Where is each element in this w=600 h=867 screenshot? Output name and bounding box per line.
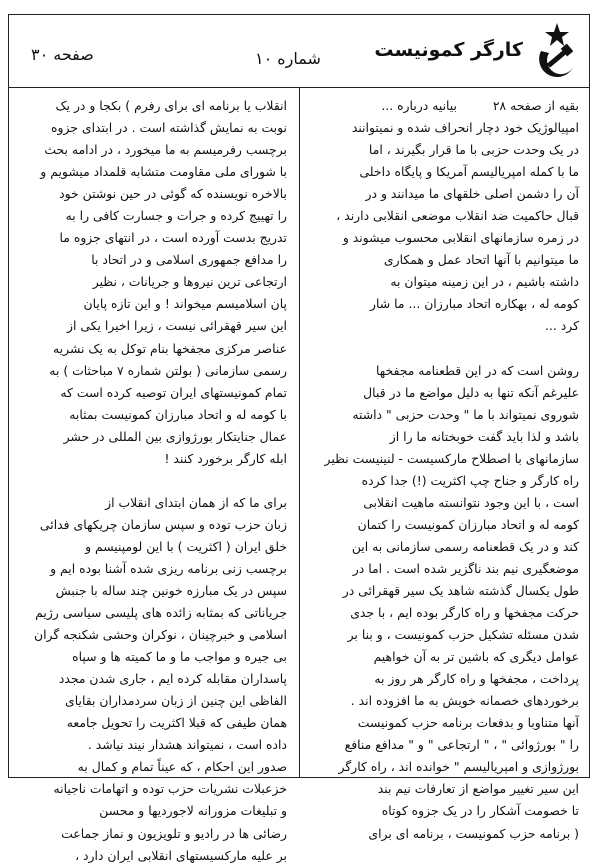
text-line: داشته باشیم ، در این زمینه میتوان به	[390, 274, 579, 290]
text-line: را تهییج کرده و جرات و جسارت کافی را به	[65, 208, 287, 224]
text-line: تا خصومت آشکار را در یک جزوه کوتاه	[381, 803, 579, 819]
text-line: در زمره سازمانهای انقلابی محسوب میشوند و	[342, 230, 579, 246]
text-line: بر علیه مارکسیستهای انقلابی ایران دارد ،	[75, 847, 287, 863]
text-line: برخوردهای خصمانه خویش به ما افزوده اند .	[350, 693, 579, 709]
hammer-sickle-star-icon	[531, 21, 583, 79]
text-line: ما میتوانیم با آنها اتحاد عمل و همکاری	[383, 252, 579, 268]
text-line: آن را دشمن اصلی خلقهای ما میدانند و در	[365, 186, 579, 202]
page-header	[9, 15, 589, 88]
left-paragraph-1	[19, 95, 287, 492]
text-line: قبال حاکمیت ضد انقلاب موضعی انقلابی دارند ،	[336, 208, 579, 224]
text-line: عناصر مرکزی مجفخها بنام توکل به یک نشریه	[53, 340, 287, 356]
text-line: برچسب زنی برنامه ریزی شده آشنا بوده ایم و	[50, 560, 287, 576]
text-line: خلق ایران ( اکثریت ) با این لومپنیسم و	[85, 538, 287, 554]
text-line: ارتجاعی ترین نیروها و جریانات ، نظیر	[92, 274, 287, 290]
text-line: پان اسلامیسم میخواند ! و این تازه پایان	[83, 296, 287, 312]
text-line: پاسداران مقابله کرده ایم ، جاری شدن مجدد	[58, 671, 287, 687]
text-line: سازمانهای با اصطلاح مارکسیست - لنینیست نظیر	[324, 450, 579, 466]
text-line: برچسب رفرمیسم به ما میخورد ، در ادامه بحث	[44, 142, 287, 158]
text-line	[19, 470, 287, 492]
text-line: برای ما که از همان ابتدای انقلاب از	[105, 494, 287, 510]
left-paragraph-2	[19, 492, 287, 867]
text-line: رسمی سازمانی ( بولتن شماره ۷ مباحثات ) به	[49, 362, 287, 378]
text-line: سپس در یک مبارزه خونین چند ساله با جنبش	[55, 582, 287, 598]
text-line: تمام کمونیستهای ایران توصیه کرده است که	[60, 384, 287, 400]
text-line: روشن است که در این قطعنامه مجفخها	[375, 362, 579, 378]
text-line: صدور این احکام ، که عیناً تمام و کمال به	[77, 759, 287, 775]
text-line: این سیر تغییر مواضع از تعارفات نیم بند	[377, 781, 579, 797]
page-number: صفحه ۳۰	[31, 45, 94, 64]
text-line: آنها متناوبا و بدفعات برنامه حزب کمونیست	[357, 715, 579, 731]
article-heading-line	[311, 95, 579, 117]
text-line: با کومه له و اتحاد مبارزان کمونیست بمثابه	[69, 406, 287, 422]
text-line: کند و در یک قطعنامه رسمی سازمانی به این	[351, 538, 579, 554]
newspaper-page	[8, 14, 590, 863]
text-line: حرکت مجفخها و راه کارگر بوده ایم ، با جدی	[350, 605, 579, 621]
text-line: با شورای ملی مقاومت متشابه قلمداد میشویم و	[40, 164, 287, 180]
article-title: بیانیه درباره ...	[381, 98, 457, 113]
text-line: اسلامی و خبرچینان ، نوکران وحشی شکنجه گران	[33, 627, 287, 643]
text-line: نوبت به نمایش گذاشته است . در ابتدای جزوه	[51, 120, 287, 136]
text-line: ابله کارگر برخورد کنند !	[164, 450, 287, 466]
text-line: در یک وحدت حزبی با ما قرار بگیرند ، اما	[368, 142, 579, 158]
continued-from-note: بقیه از صفحه ۲۸	[492, 98, 579, 113]
text-line: بورژوازی و امپریالیسم " خوانده اند ، راه کارگر	[338, 759, 579, 775]
text-line: باشد و لذا باید گفت خوبختانه ما را از	[389, 428, 579, 444]
text-line: موضعگیری نیم بند ناگزیر شده است . اما در	[352, 560, 579, 576]
text-line: خزعبلات نشریات حزب توده و اتهامات ناجیانه	[53, 781, 287, 797]
text-line: طول یکسال گذشته شاهد یک سیر قهقرائی در	[342, 582, 579, 598]
text-line: تدریج بدست آورده است ، در انتهای جزوه ما	[59, 230, 287, 246]
text-line: کرد ...	[544, 318, 579, 334]
text-line: و تبلیغات مزورانه لاجوردیها و محسن	[99, 803, 287, 819]
text-line: کومه له و اتحاد مبارزان کمونیست را کتمان	[357, 516, 579, 532]
text-line: علیرغم آنکه تنها به دلیل مواضع ما در قبال	[363, 384, 579, 400]
left-column	[19, 95, 287, 863]
text-line: جریاناتی که بمثابه زائده های پلیسی سیاسی رژیم	[35, 605, 287, 621]
text-line: انقلاب یا برنامه ای برای رفرم ) بکجا و در یک	[55, 98, 287, 113]
right-paragraph-1	[311, 117, 579, 359]
text-line: ما با کمله امپریالیسم آمریکا و پایگاه داخلی	[359, 164, 579, 180]
text-line: امپیالوژیک خود دچار انحراف شده و نمیتوانند	[351, 120, 579, 136]
issue-number: شماره ۱۰	[255, 49, 321, 68]
right-paragraph-2	[311, 360, 579, 845]
text-line: است ، با این وجود نتوانسته ماهیت انقلابی	[363, 494, 579, 510]
right-column	[311, 95, 579, 841]
text-line: پرداخت ، مجفخها و راه کارگر هر روز به	[374, 671, 579, 687]
text-line: داده است ، نمیتواند هشدار نیند نیاشد .	[87, 737, 287, 753]
text-line: شوروی نمیتواند با ما " وحدت حزبی " داشته	[352, 406, 579, 422]
text-line: را مدافع جمهوری اسلامی و در اتحاد با	[91, 252, 287, 268]
masthead-title: کارگر کمونیست	[374, 39, 523, 61]
text-line	[311, 338, 579, 360]
column-divider	[299, 87, 300, 777]
text-line: راه کارگر و جناح چپ اکثریت (!) جدا کرده	[361, 472, 579, 488]
text-line: این سیر قهقرائی نیست ، زیرا اخیرا یکی از	[66, 318, 287, 334]
text-line: رضائی ها در رادیو و تلویزیون و نماز جماعت	[61, 825, 287, 841]
text-line: ( برنامه حزب کمونیست ، برنامه ای برای	[368, 825, 579, 841]
text-line: عمال جنایتکار بورژوازی بین المللی در حشر	[63, 428, 287, 444]
text-line: عوامل دیگری که باشین تر به آن خواهیم	[373, 649, 579, 665]
text-line: همان طیفی که قبلا اکثریت را تحویل جامعه	[66, 715, 287, 731]
text-line: کومه له ، بهکاره اتحاد مبارزان ... ما شار	[370, 296, 579, 312]
text-line: زبان حزب توده و سپس سازمان چریکهای فدائی	[39, 516, 287, 532]
text-line: بی جیره و مواجب ما و ما کمیته ها و سپاه	[72, 649, 287, 665]
text-line: را " بورژوائی " ، " ارتجاعی " و " مدافع منافع	[344, 737, 579, 753]
text-line: شدن مسئله تشکیل حزب کمونیست ، و بنا بر	[347, 627, 579, 643]
text-line: بالاخره نویسنده که گوئی در حین نوشتن خود	[59, 186, 287, 202]
text-line: الفاظی این چنین از زبان سردمداران بقایای	[65, 693, 287, 709]
